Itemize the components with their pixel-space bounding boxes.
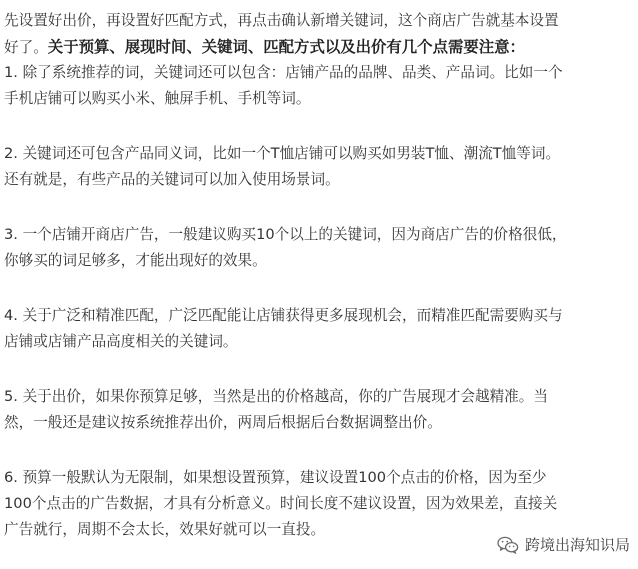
- point-4: [4, 303, 636, 355]
- point-1-line-1: 1. 除了系统推荐的词，关键词还可以包含：店铺产品的品牌、品类、产品词。比如一个: [4, 64, 563, 81]
- intro-line-2-prefix: 好了。: [4, 39, 48, 56]
- intro-line-2: [4, 34, 636, 60]
- point-5-line-1: 5. 关于出价，如果你预算足够，当然是出的价格越高，你的广告展现才会越精准。当: [4, 388, 548, 405]
- point-6-line-1: 6. 预算一般默认为无限制，如果想设置预算，建议设置100个点击的价格，因为至少: [4, 469, 547, 486]
- point-2-line-1: 2. 关键词还可包含产品同义词，比如一个T恤店铺可以购买如男装T恤、潮流T恤等词。: [4, 145, 561, 162]
- watermark-text: 跨境出海知识局: [524, 536, 630, 554]
- watermark: [497, 534, 630, 555]
- intro-heading-bold: 关于预算、展现时间、关键词、匹配方式以及出价有几个点需要注意：: [47, 38, 525, 56]
- point-2: [4, 141, 636, 193]
- wechat-icon: [497, 536, 519, 554]
- point-5-line-2: 然，一般还是建议按系统推荐出价，两周后根据后台数据调整出价。: [4, 414, 442, 431]
- point-1-line-2: 手机店铺可以购买小米、触屏手机、手机等词。: [4, 90, 311, 107]
- point-6-line-3: 广告就行，周期不会太长，效果好就可以一直投。: [4, 521, 326, 538]
- point-6: [4, 465, 636, 543]
- point-1: [4, 60, 636, 112]
- point-6-line-2: 100个点击的广告数据，才具有分析意义。时间长度不建议设置，因为效果差，直接关: [4, 495, 558, 512]
- point-3-line-1: 3. 一个店铺开商店广告，一般建议购买10个以上的关键词，因为商店广告的价格很低，: [4, 226, 567, 243]
- point-3-line-2: 你够买的词足够多，才能出现好的效果。: [4, 252, 267, 269]
- point-5: [4, 384, 636, 436]
- point-2-line-2: 还有就是，有些产品的关键词可以加入使用场景词。: [4, 171, 340, 188]
- article-body: [4, 8, 636, 543]
- point-4-line-1: 4. 关于广泛和精准匹配，广泛匹配能让店铺获得更多展现机会，而精准匹配需要购买与: [4, 307, 563, 324]
- intro-paragraph: [4, 8, 636, 60]
- intro-line-1: 先设置好出价，再设置好匹配方式，再点击确认新增关键词，这个商店广告就基本设置: [4, 12, 559, 29]
- point-4-line-2: 店铺或店铺产品高度相关的关键词。: [4, 333, 238, 350]
- point-3: [4, 222, 636, 274]
